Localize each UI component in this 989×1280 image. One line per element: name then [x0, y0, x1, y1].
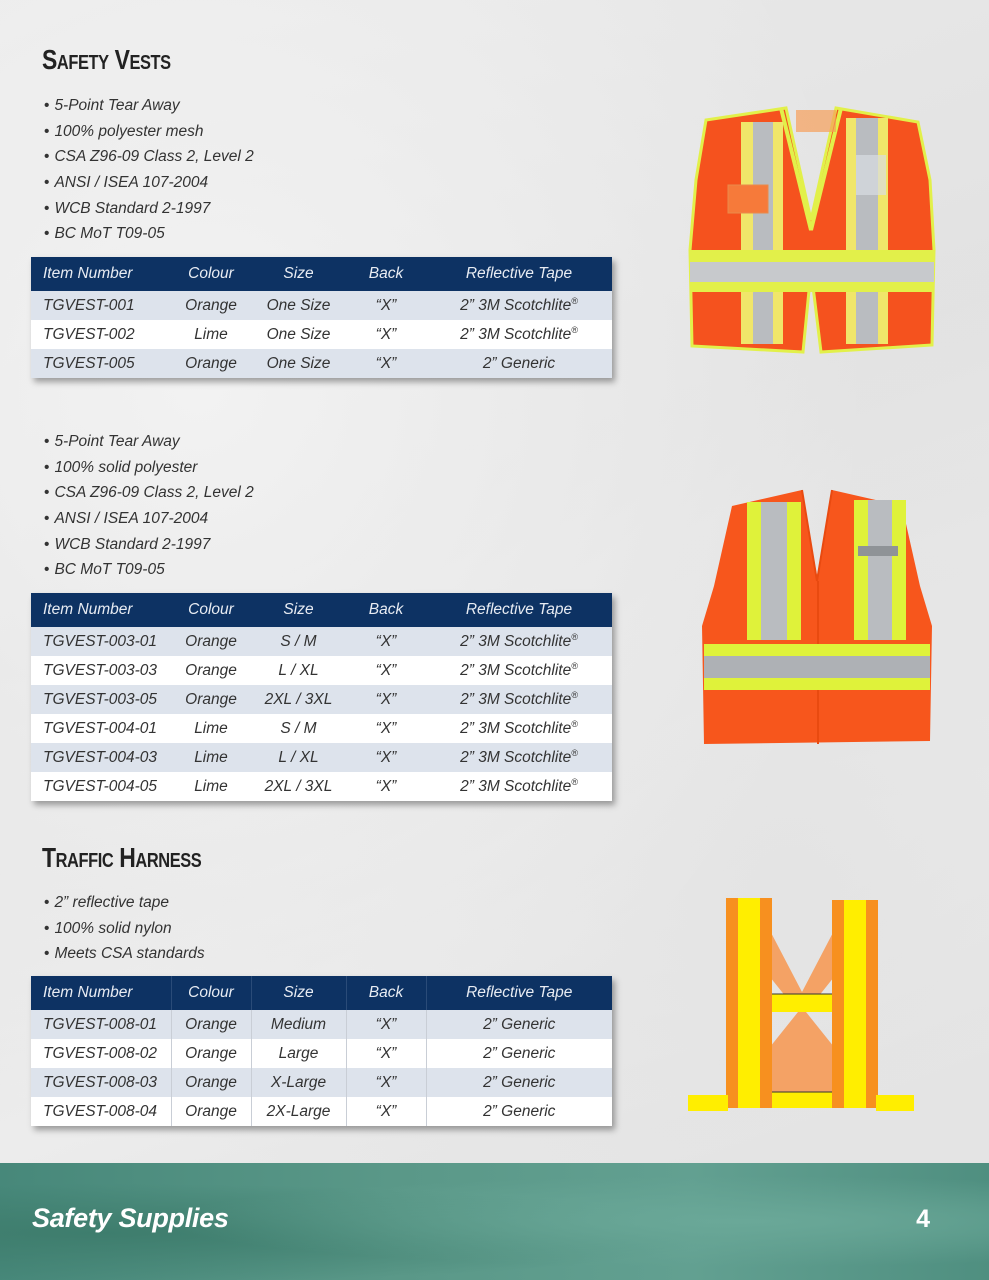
cell-size: One Size: [251, 291, 346, 320]
cell-back: “X”: [346, 291, 426, 320]
header-reflective-tape: Reflective Tape: [426, 257, 612, 291]
cell-back: “X”: [346, 1097, 426, 1126]
table-row: [31, 685, 612, 714]
cell-colour: Orange: [171, 1010, 251, 1039]
table-header-row: [31, 257, 612, 291]
cell-back: “X”: [346, 1010, 426, 1039]
cell-item-number: TGVEST-004-05: [31, 772, 171, 801]
header-back: Back: [346, 257, 426, 291]
cell-reflective-tape: 2” Generic: [426, 1068, 612, 1097]
table-row: [31, 1097, 612, 1126]
feature-item: • CSA Z96-09 Class 2, Level 2: [44, 144, 254, 170]
registered-mark: ®: [571, 748, 578, 758]
cell-colour: Orange: [171, 1039, 251, 1068]
header-colour: Colour: [171, 593, 251, 627]
cell-item-number: TGVEST-005: [31, 349, 171, 378]
orange-mesh-vest-image: [686, 100, 938, 358]
cell-colour: Lime: [171, 714, 251, 743]
header-size: Size: [251, 976, 346, 1010]
cell-size: Medium: [251, 1010, 346, 1039]
cell-reflective-tape: 2” 3M Scotchlite®: [426, 743, 612, 772]
feature-item: • CSA Z96-09 Class 2, Level 2: [44, 480, 254, 506]
feature-item: • 5-Point Tear Away: [44, 429, 254, 455]
feature-item: • Meets CSA standards: [44, 941, 205, 967]
table-row: [31, 1039, 612, 1068]
cell-colour: Orange: [171, 656, 251, 685]
cell-size: S / M: [251, 714, 346, 743]
cell-size: One Size: [251, 320, 346, 349]
spec-table-solid-vest: [31, 593, 612, 801]
cell-back: “X”: [346, 743, 426, 772]
registered-mark: ®: [571, 690, 578, 700]
feature-item: • 5-Point Tear Away: [44, 93, 254, 119]
table-row: [31, 656, 612, 685]
cell-back: “X”: [346, 656, 426, 685]
orange-solid-vest-image: [702, 486, 932, 748]
cell-reflective-tape: 2” 3M Scotchlite®: [426, 685, 612, 714]
header-size: Size: [251, 257, 346, 291]
table-row: [31, 349, 612, 378]
registered-mark: ®: [571, 777, 578, 787]
cell-size: X-Large: [251, 1068, 346, 1097]
feature-item: • ANSI / ISEA 107-2004: [44, 506, 254, 532]
registered-mark: ®: [571, 719, 578, 729]
cell-item-number: TGVEST-001: [31, 291, 171, 320]
cell-item-number: TGVEST-008-04: [31, 1097, 171, 1126]
table-row: [31, 627, 612, 656]
cell-item-number: TGVEST-003-03: [31, 656, 171, 685]
feature-item: • BC MoT T09-05: [44, 221, 254, 247]
feature-item: • 100% polyester mesh: [44, 119, 254, 145]
cell-colour: Orange: [171, 685, 251, 714]
cell-item-number: TGVEST-004-03: [31, 743, 171, 772]
cell-item-number: TGVEST-003-05: [31, 685, 171, 714]
feature-list-mesh-vest: [44, 93, 254, 247]
table-header-row: [31, 593, 612, 627]
header-reflective-tape: Reflective Tape: [426, 593, 612, 627]
cell-size: S / M: [251, 627, 346, 656]
registered-mark: ®: [571, 661, 578, 671]
cell-reflective-tape: 2” 3M Scotchlite®: [426, 656, 612, 685]
cell-colour: Lime: [171, 743, 251, 772]
cell-back: “X”: [346, 320, 426, 349]
table-row: [31, 1010, 612, 1039]
header-colour: Colour: [171, 257, 251, 291]
header-size: Size: [251, 593, 346, 627]
cell-reflective-tape: 2” 3M Scotchlite®: [426, 320, 612, 349]
cell-colour: Orange: [171, 291, 251, 320]
cell-item-number: TGVEST-003-01: [31, 627, 171, 656]
cell-colour: Orange: [171, 1097, 251, 1126]
cell-size: 2XL / 3XL: [251, 685, 346, 714]
cell-reflective-tape: 2” Generic: [426, 349, 612, 378]
spec-table-traffic-harness: [31, 976, 612, 1126]
cell-reflective-tape: 2” 3M Scotchlite®: [426, 291, 612, 320]
cell-reflective-tape: 2” Generic: [426, 1039, 612, 1068]
cell-reflective-tape: 2” Generic: [426, 1010, 612, 1039]
cell-colour: Orange: [171, 627, 251, 656]
header-item-number: Item Number: [31, 257, 171, 291]
cell-back: “X”: [346, 349, 426, 378]
cell-reflective-tape: 2” 3M Scotchlite®: [426, 772, 612, 801]
page-number: 4: [916, 1205, 930, 1233]
cell-item-number: TGVEST-008-03: [31, 1068, 171, 1097]
table-row: [31, 291, 612, 320]
cell-colour: Lime: [171, 320, 251, 349]
registered-mark: ®: [571, 632, 578, 642]
cell-size: 2XL / 3XL: [251, 772, 346, 801]
feature-item: • WCB Standard 2-1997: [44, 196, 254, 222]
header-item-number: Item Number: [31, 976, 171, 1010]
table-row: [31, 743, 612, 772]
cell-item-number: TGVEST-002: [31, 320, 171, 349]
table-row: [31, 714, 612, 743]
cell-back: “X”: [346, 685, 426, 714]
header-back: Back: [346, 976, 426, 1010]
cell-colour: Orange: [171, 349, 251, 378]
cell-reflective-tape: 2” Generic: [426, 1097, 612, 1126]
header-reflective-tape: Reflective Tape: [426, 976, 612, 1010]
table-row: [31, 1068, 612, 1097]
cell-back: “X”: [346, 772, 426, 801]
section-heading-traffic-harness: Traffic Harness: [42, 842, 202, 873]
cell-back: “X”: [346, 1068, 426, 1097]
cell-back: “X”: [346, 627, 426, 656]
feature-list-solid-vest: [44, 429, 254, 583]
footer-section-title: Safety Supplies: [32, 1203, 229, 1233]
table-row: [31, 320, 612, 349]
header-colour: Colour: [171, 976, 251, 1010]
cell-reflective-tape: 2” 3M Scotchlite®: [426, 714, 612, 743]
feature-item: • WCB Standard 2-1997: [44, 532, 254, 558]
table-header-row: [31, 976, 612, 1010]
header-item-number: Item Number: [31, 593, 171, 627]
feature-list-traffic-harness: [44, 890, 205, 967]
header-back: Back: [346, 593, 426, 627]
cell-colour: Lime: [171, 772, 251, 801]
feature-item: • 100% solid polyester: [44, 455, 254, 481]
feature-item: • 2” reflective tape: [44, 890, 205, 916]
feature-item: • 100% solid nylon: [44, 916, 205, 942]
section-heading-safety-vests: Safety Vests: [42, 44, 171, 75]
cell-size: L / XL: [251, 743, 346, 772]
traffic-harness-image: [686, 892, 914, 1120]
cell-item-number: TGVEST-008-02: [31, 1039, 171, 1068]
cell-item-number: TGVEST-004-01: [31, 714, 171, 743]
registered-mark: ®: [571, 325, 578, 335]
cell-back: “X”: [346, 1039, 426, 1068]
feature-item: • BC MoT T09-05: [44, 557, 254, 583]
cell-colour: Orange: [171, 1068, 251, 1097]
cell-size: 2X-Large: [251, 1097, 346, 1126]
cell-size: L / XL: [251, 656, 346, 685]
table-row: [31, 772, 612, 801]
page-footer: [0, 1163, 989, 1280]
registered-mark: ®: [571, 296, 578, 306]
cell-size: Large: [251, 1039, 346, 1068]
cell-back: “X”: [346, 714, 426, 743]
cell-item-number: TGVEST-008-01: [31, 1010, 171, 1039]
spec-table-mesh-vest: [31, 257, 612, 378]
cell-size: One Size: [251, 349, 346, 378]
feature-item: • ANSI / ISEA 107-2004: [44, 170, 254, 196]
cell-reflective-tape: 2” 3M Scotchlite®: [426, 627, 612, 656]
